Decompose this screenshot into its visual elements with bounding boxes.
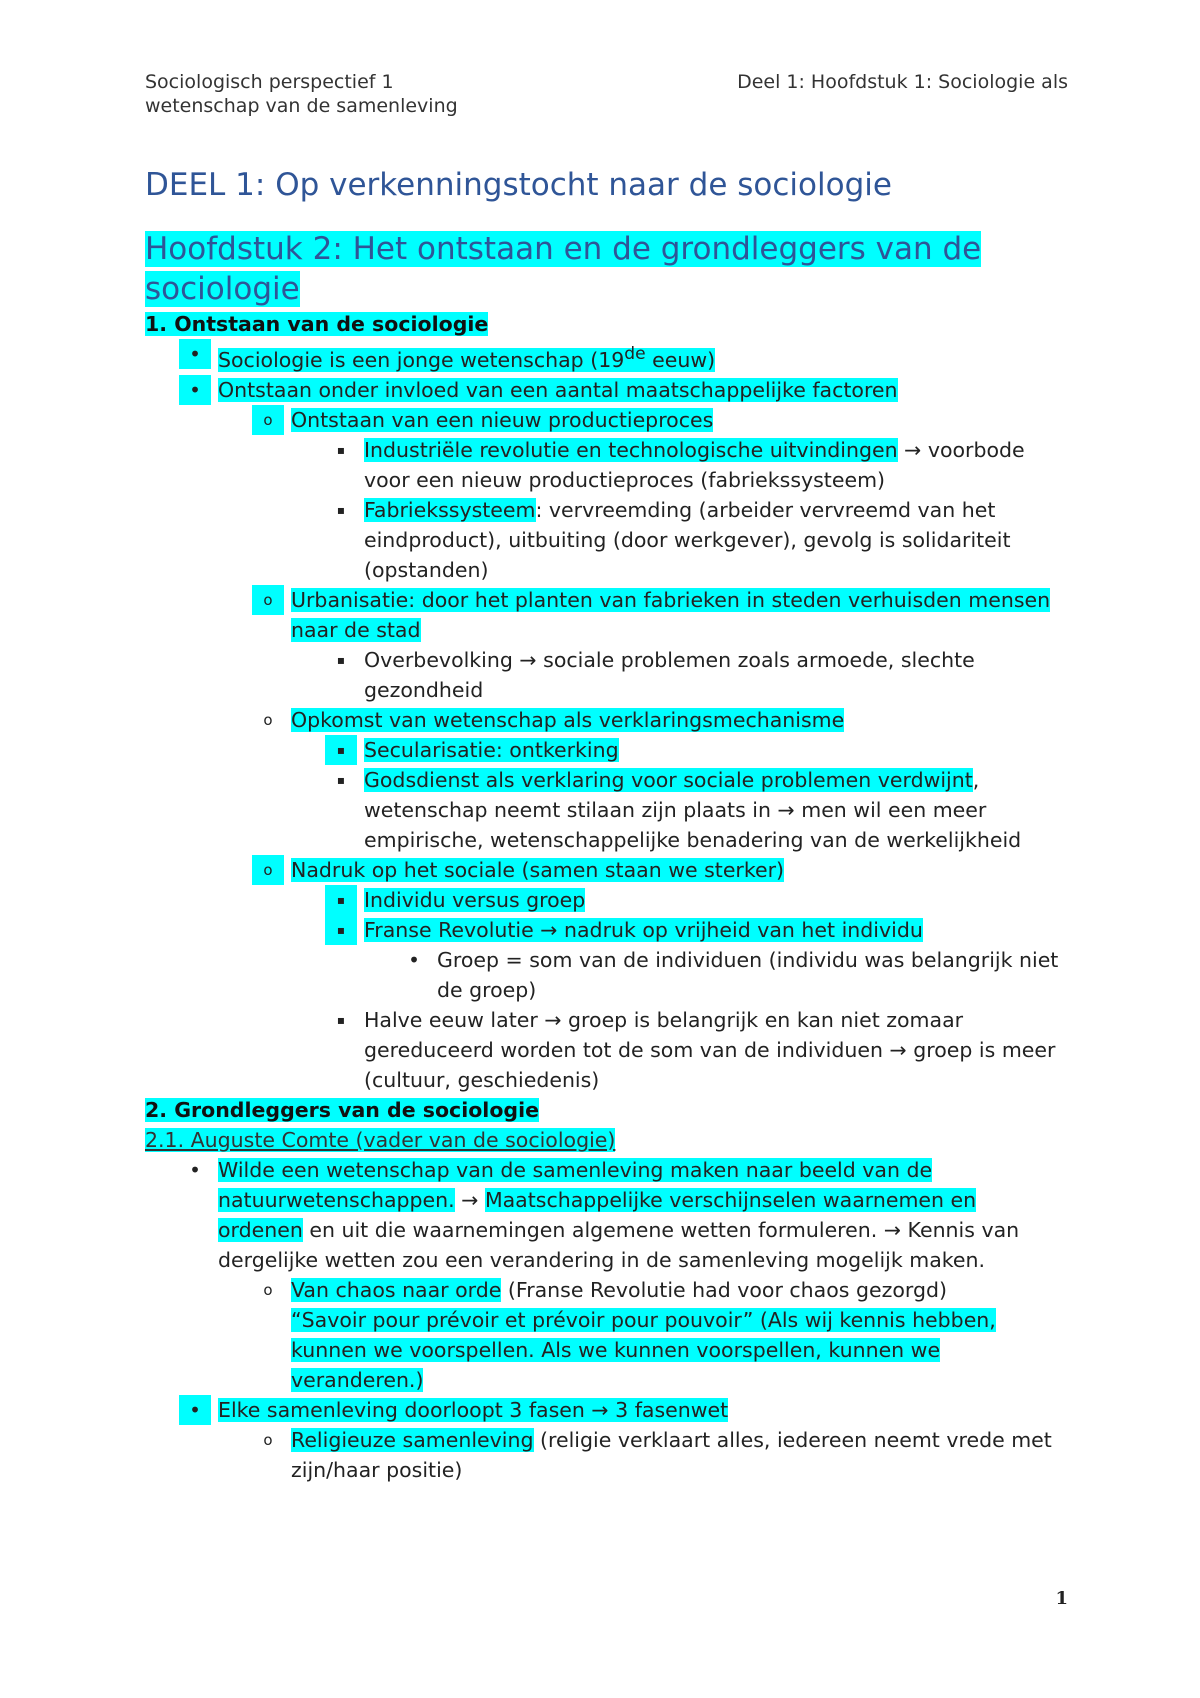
disc-bullet: • [179,339,211,369]
page-header-left [145,70,458,118]
square-bullet: ▪ [336,772,346,787]
circle-bullet: o [263,1430,273,1449]
chapter-title-text: Hoofdstuk 2: Het ontstaan en de grondleggers van de sociologie [145,231,982,307]
list-item: o Opkomst van wetenschap als verklaringsmechanisme [145,705,1065,735]
list-item: • Elke samenleving doorloopt 3 fasen → 3 fasenwet [145,1395,1065,1425]
list-item: o Urbanisatie: door het planten van fabrieken in steden verhuisden mensen naar de stad [145,585,1065,645]
chapter-title [145,229,1065,309]
circle-bullet: o [252,405,284,435]
arrow-icon: → [904,437,922,462]
disc-bullet: • [179,375,211,405]
part-title: DEEL 1: Op verkenningstocht naar de sociologie [145,167,892,203]
list-item: • Wilde een wetenschap van de samenleving maken naar beeld van de natuurwetenschappen. → Maatschappelijke verschijnselen waarnemen en ordenen en uit die waarnemingen algemene wetten formuleren. → Kennis van dergelijke wetten zou een verandering in de samenleving mogelijk maken. [145,1155,1065,1275]
document-body [145,165,1065,1485]
page-header-right: Deel 1: Hoofdstuk 1: Sociologie als [737,71,1068,93]
disc-bullet: • [189,1157,201,1182]
arrow-icon: → [883,1217,901,1242]
circle-bullet: o [263,710,273,729]
arrow-icon: → [461,1187,479,1212]
arrow-icon: → [540,917,558,942]
square-bullet: ▪ [325,885,357,915]
list-item: • Sociologie is een jonge wetenschap (19de eeuw) [145,339,1065,375]
list-item: ▪ Industriële revolutie en technologische uitvindingen → voorbode voor een nieuw productieproces (fabriekssysteem) [145,435,1065,495]
square-bullet: ▪ [336,652,346,667]
disc-bullet: • [408,947,420,972]
list-item: ▪ Secularisatie: ontkerking [145,735,1065,765]
list-item: o Ontstaan van een nieuw productieproces [145,405,1065,435]
arrow-icon: → [519,647,537,672]
list-item: o Nadruk op het sociale (samen staan we sterker) [145,855,1065,885]
list-item: ▪ Fabriekssysteem: vervreemding (arbeider vervreemd van het eindproduct), uitbuiting (door werkgever), gevolg is solidariteit (opstanden) [145,495,1065,585]
list-item: • Ontstaan onder invloed van een aantal maatschappelijke factoren [145,375,1065,405]
arrow-icon: → [889,1037,907,1062]
square-bullet: ▪ [325,915,357,945]
header-line-2: wetenschap van de samenleving [145,95,458,117]
square-bullet: ▪ [336,442,346,457]
list-item: o Religieuze samenleving (religie verklaart alles, iedereen neemt vrede met zijn/haar positie) [145,1425,1065,1485]
list-item: ▪ Godsdienst als verklaring voor sociale problemen verdwijnt, wetenschap neemt stilaan zijn plaats in → men wil een meer empirische, wetenschappelijke benadering van de werkelijkheid [145,765,1065,855]
square-bullet: ▪ [325,735,357,765]
list-item: ▪ Overbevolking → sociale problemen zoals armoede, slechte gezondheid [145,645,1065,705]
disc-bullet: • [179,1395,211,1425]
section-2-heading: 2. Grondleggers van de sociologie [145,1097,540,1122]
list-item: ▪ Individu versus groep [145,885,1065,915]
section-1-list [145,339,1065,1095]
header-line-1: Sociologisch perspectief 1 [145,71,394,93]
circle-bullet: o [252,855,284,885]
arrow-icon: → [544,1007,562,1032]
subsection-2-1-heading: 2.1. Auguste Comte (vader van de sociologie) [145,1127,616,1152]
list-item: ▪ Franse Revolutie → nadruk op vrijheid van het individu [145,915,1065,945]
list-item: ▪ Halve eeuw later → groep is belangrijk en kan niet zomaar gereduceerd worden tot de som van de individuen → groep is meer (cultuur, geschiedenis) [145,1005,1065,1095]
circle-bullet: o [263,1280,273,1299]
list-item: o Van chaos naar orde (Franse Revolutie had voor chaos gezorgd) “Savoir pour prévoir et prévoir pour pouvoir” (Als wij kennis hebben, kunnen we voorspellen. Als we kunnen voorspellen, kunnen we veranderen.) [145,1275,1065,1395]
square-bullet: ▪ [336,502,346,517]
page-number: 1 [1055,1588,1068,1609]
arrow-icon: → [777,797,795,822]
arrow-icon: → [591,1397,609,1422]
square-bullet: ▪ [336,1012,346,1027]
section-2-list [145,1155,1065,1485]
circle-bullet: o [252,585,284,615]
section-1-heading: 1. Ontstaan van de sociologie [145,312,489,336]
list-item: • Groep = som van de individuen (individu was belangrijk niet de groep) [145,945,1065,1005]
